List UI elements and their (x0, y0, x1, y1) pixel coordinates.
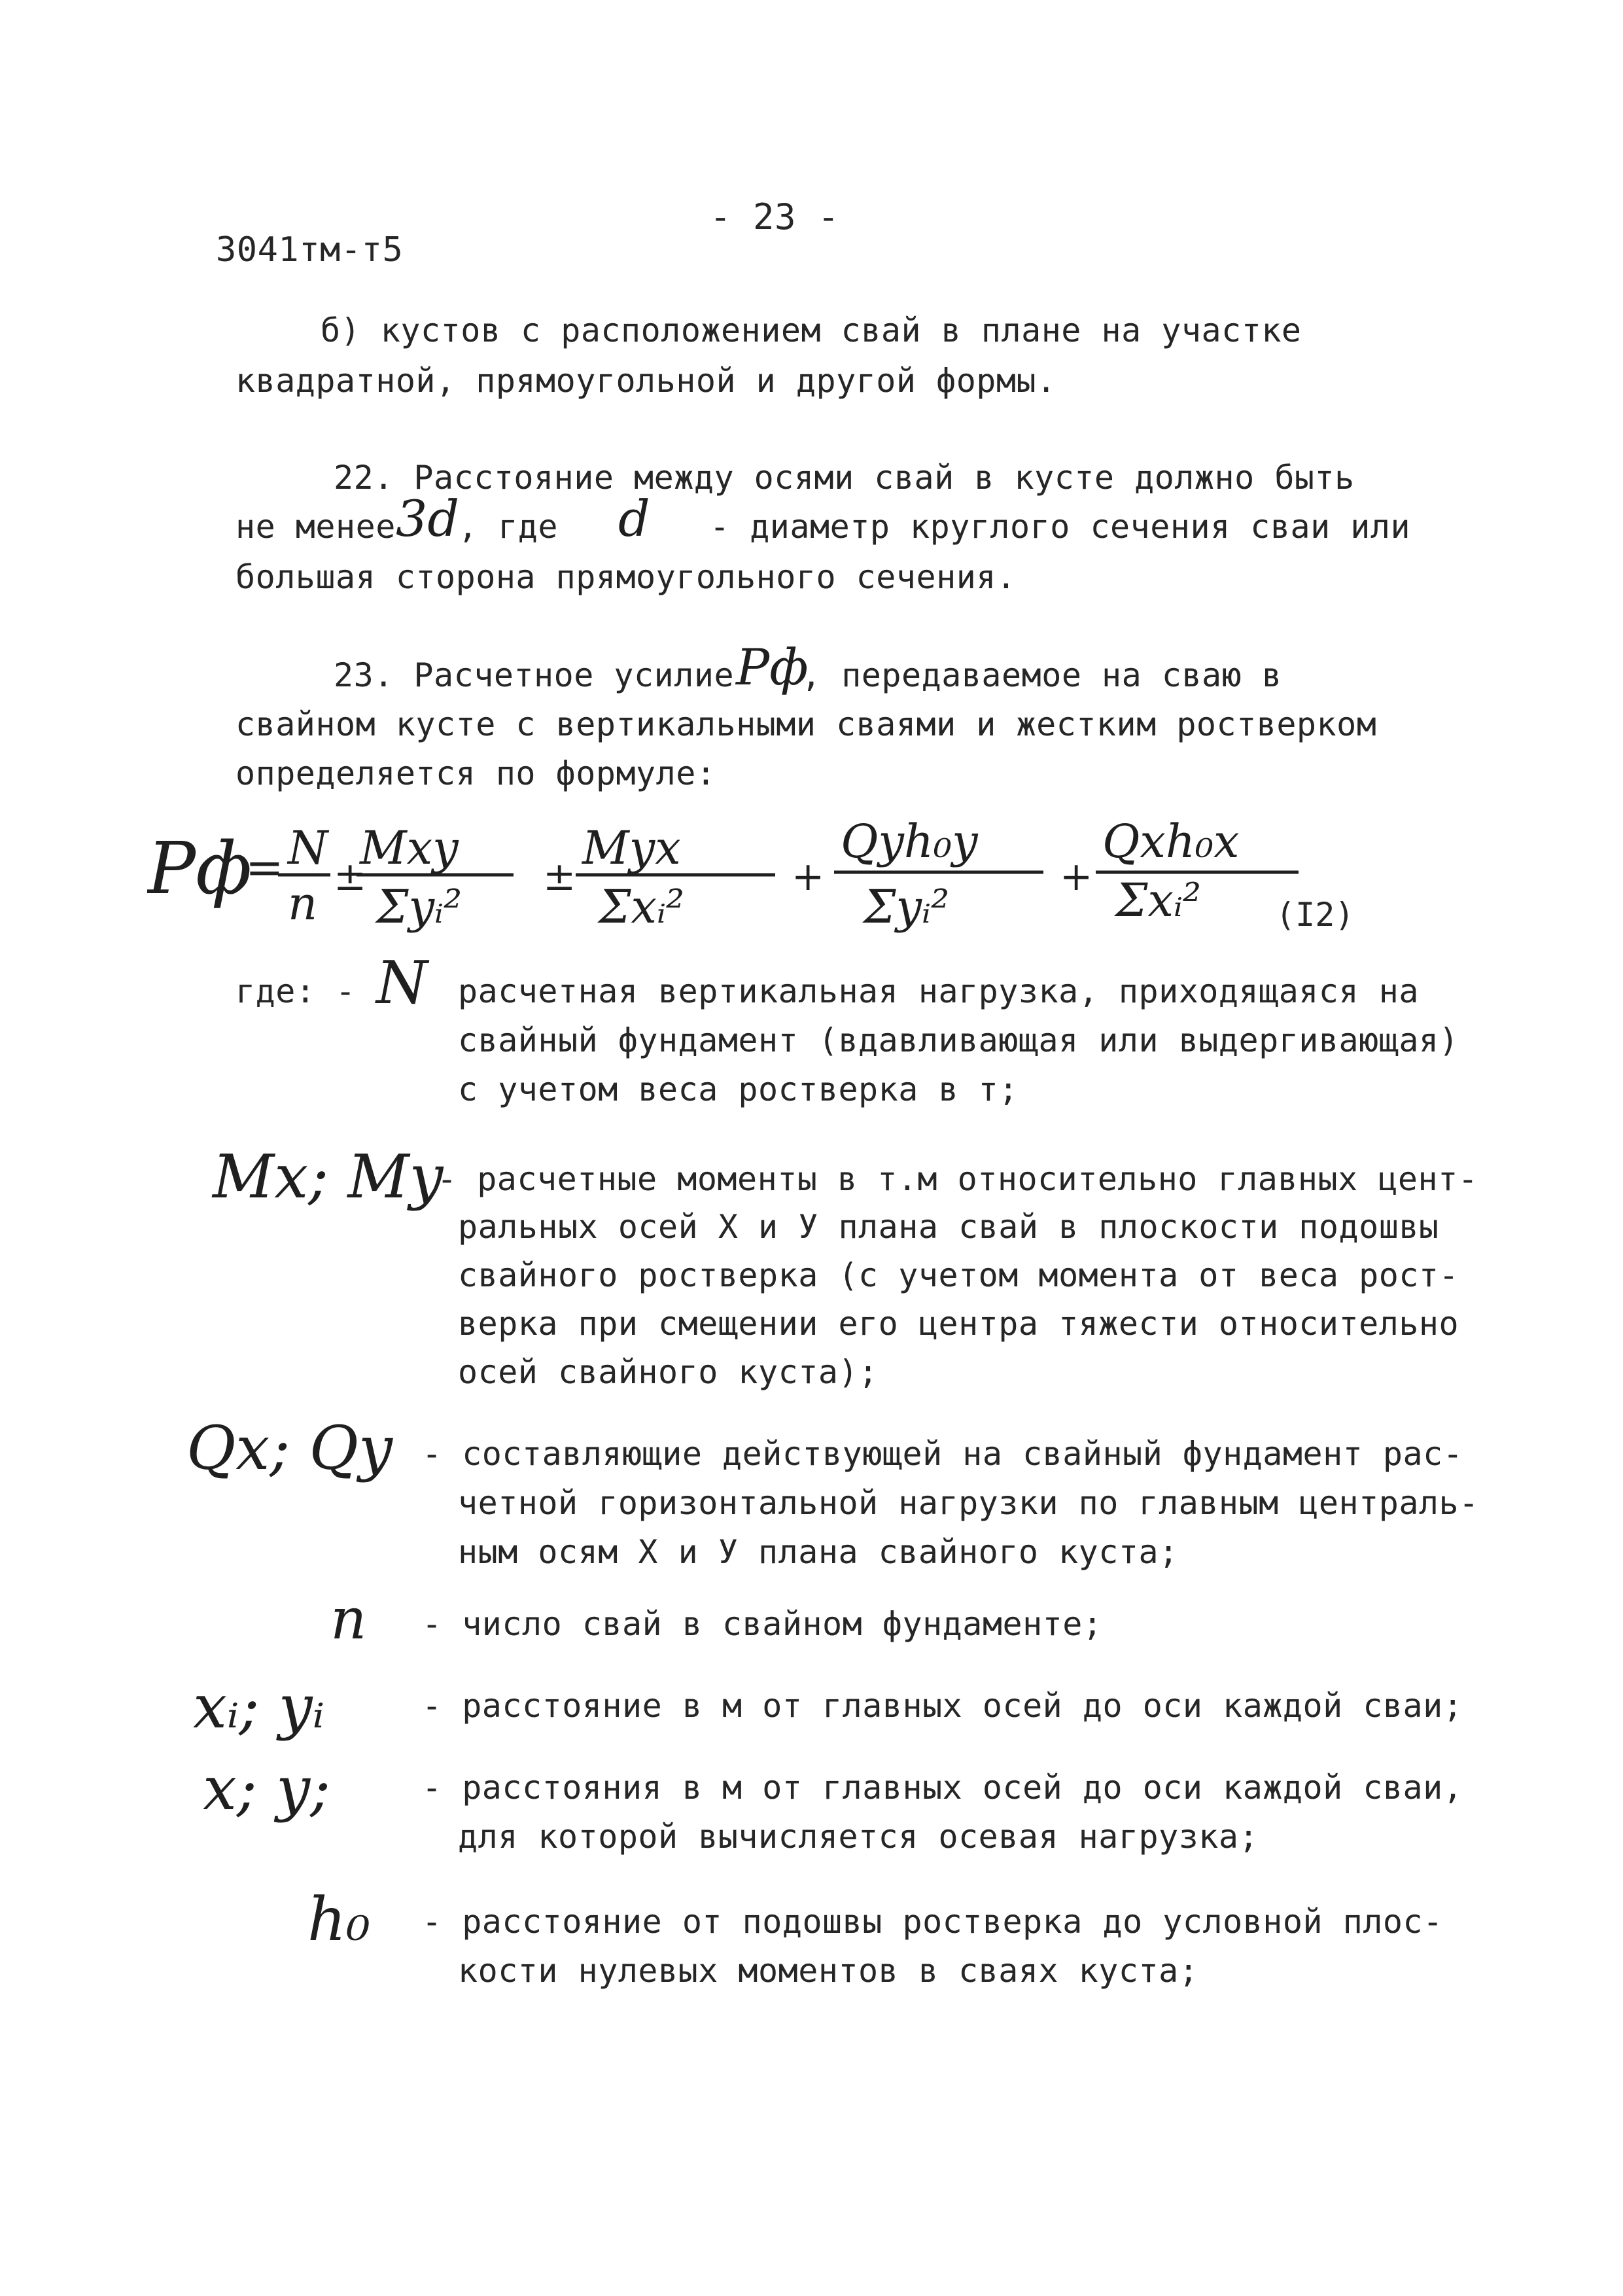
text-line: определяется по формуле: (236, 754, 716, 792)
text-line: квадратной, прямоугольной и другой формы. (236, 362, 1056, 400)
text-line: 22. Расстояние между осями свай в кусте должно быть (334, 459, 1355, 497)
formula-denominator: Σxᵢ² (599, 880, 685, 934)
definition-where: где: - (236, 972, 356, 1010)
formula-denominator: n (288, 877, 318, 930)
formula-denominator: Σyᵢ² (864, 880, 950, 934)
formula-operator: ± (543, 854, 576, 900)
formula-denominator: Σyᵢ² (376, 880, 462, 934)
definition-text: для которой вычисляется осевая нагрузка; (458, 1818, 1259, 1856)
definition-text: кости нулевых моментов в сваях куста; (458, 1952, 1199, 1990)
definition-text: свайный фундамент (вдавливающая или выдергивающая) (458, 1021, 1459, 1059)
definition-symbol: h₀ (307, 1884, 371, 1954)
formula-numerator: Mxy (360, 821, 459, 875)
definition-symbol: n (330, 1587, 367, 1652)
formula-numerator: Myx (582, 821, 681, 875)
definition-text: свайного ростверка (с учетом момента от веса рост- (458, 1256, 1459, 1294)
formula-operator: + (792, 854, 825, 900)
text-line: - диаметр круглого сечения сваи или (710, 508, 1411, 546)
definition-text: - расстояние в м от главных осей до оси каждой сваи; (422, 1687, 1463, 1725)
definition-text: осей свайного куста); (458, 1353, 879, 1391)
definition-text: - число свай в свайном фундаменте; (422, 1605, 1103, 1643)
definition-text: - составляющие действующей на свайный фундамент рас- (422, 1435, 1463, 1473)
handwritten-symbol: Pф (736, 638, 809, 696)
definition-text: расчетная вертикальная нагрузка, приходящаяся на (458, 972, 1419, 1010)
document-code: 3041тм-т5 (216, 230, 404, 270)
text-line: б) кустов с расположением свай в плане на участке (321, 311, 1302, 349)
definition-symbol: Qx; Qy (186, 1413, 393, 1483)
definition-text: - расстояние от подошвы ростверка до условной плос- (422, 1903, 1443, 1941)
page-number: - 23 - (710, 196, 840, 238)
definition-symbol: xᵢ; yᵢ (193, 1672, 325, 1742)
formula-numerator: Qyh₀y (841, 815, 978, 868)
text-line: , где (458, 508, 559, 546)
definition-text: с учетом веса ростверка в т; (458, 1070, 1019, 1108)
formula-operator: ± (334, 854, 367, 900)
definition-text: верка при смещении его центра тяжести относительно (458, 1305, 1459, 1343)
text-line: большая сторона прямоугольного сечения. (236, 558, 1017, 596)
handwritten-symbol: d (618, 489, 650, 548)
formula-12 (147, 802, 1390, 952)
handwritten-symbol: 3d (396, 489, 460, 548)
formula-numerator: N (288, 821, 328, 875)
definition-text: ральных осей Х и У плана свай в плоскости подошвы (458, 1208, 1439, 1246)
definition-text: четной горизонтальной нагрузки по главным централь- (458, 1484, 1479, 1522)
definition-symbol: Mx; My (213, 1142, 444, 1212)
text-line: 23. Расчетное усилие (334, 656, 735, 694)
text-line: свайном кусте с вертикальными сваями и жестким ростверком (236, 705, 1377, 743)
formula-equals: = (245, 841, 284, 894)
definition-text: - расчетные моменты в т.м относительно главных цент- (437, 1160, 1478, 1198)
text-line: не менее (236, 508, 396, 546)
definition-text: - расстояния в м от главных осей до оси каждой сваи, (422, 1769, 1463, 1807)
definition-symbol: x; y; (203, 1754, 331, 1824)
formula-numerator: Qxh₀x (1102, 815, 1240, 868)
definition-symbol: N (376, 949, 428, 1017)
formula-operator: + (1060, 854, 1093, 900)
formula-denominator: Σxᵢ² (1115, 874, 1202, 927)
definition-text: ным осям Х и У плана свайного куста; (458, 1533, 1179, 1571)
formula-lhs: Pф (147, 826, 253, 910)
text-line: , передаваемое на сваю в (801, 656, 1282, 694)
formula-number: (I2) (1276, 896, 1355, 934)
